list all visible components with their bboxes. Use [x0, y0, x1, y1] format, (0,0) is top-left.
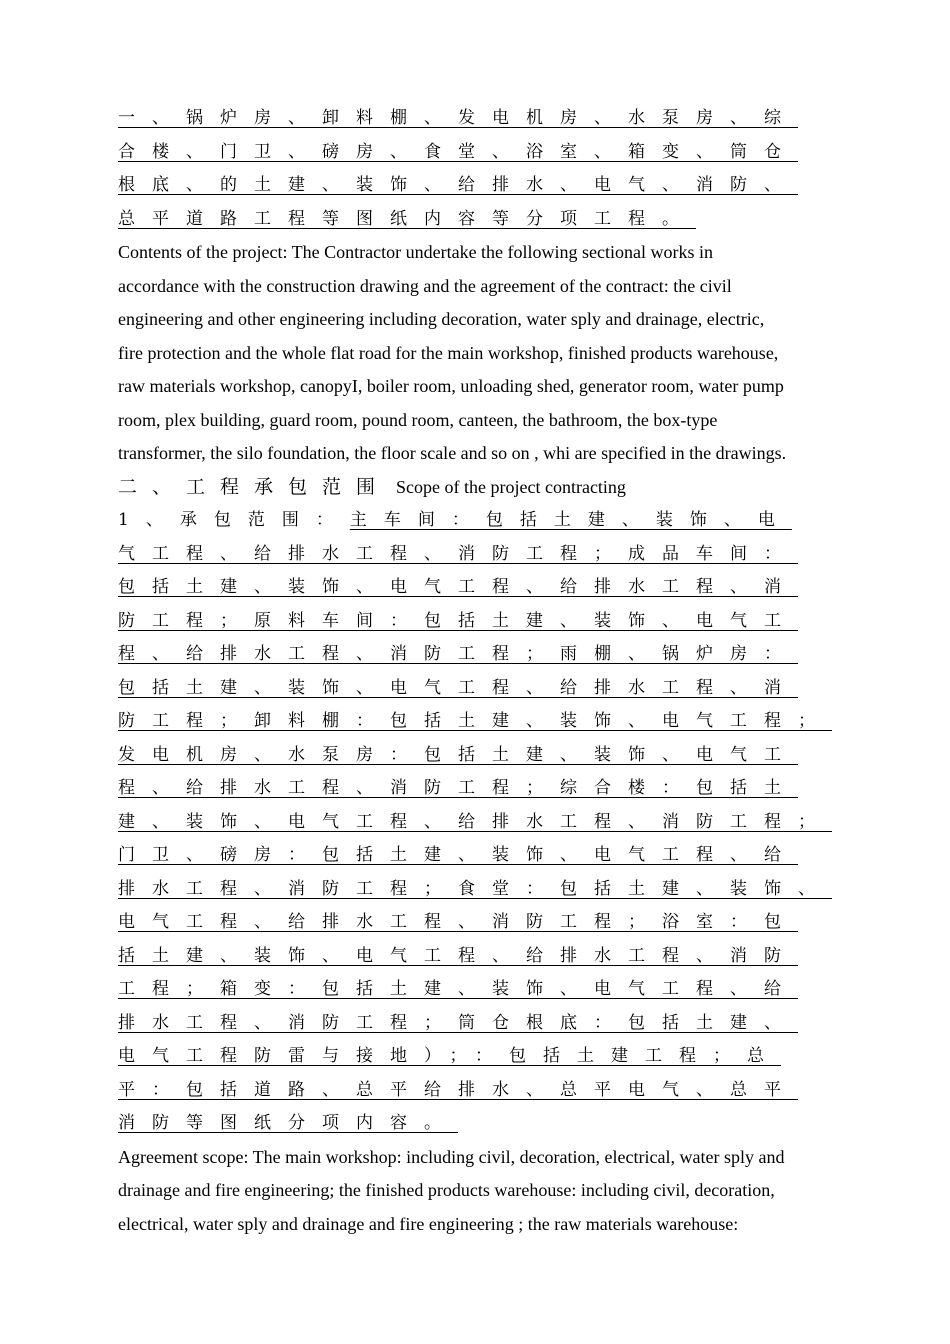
cn-line: 发电机房、水泵房：包括土建、装饰、电气工 — [118, 744, 798, 765]
section2-heading — [118, 471, 853, 505]
document-page — [118, 102, 853, 1241]
en-line: Agreement scope: The main workshop: including civil, decoration, electrical, water sply and — [118, 1146, 785, 1167]
cn-line: 电气工程防雷与接地）；：包括土建工程；总 — [118, 1046, 781, 1066]
cn-line: 合楼、门卫、磅房、食堂、浴室、箱变、筒仓 — [118, 141, 798, 162]
section2-english-block — [118, 1141, 853, 1242]
en-line: accordance with the construction drawing and the agreement of the contract: the civil — [118, 275, 732, 296]
en-line: electrical, water sply and drainage and fire engineering ; the raw materials warehouse: — [118, 1213, 739, 1234]
en-line: room, plex building, guard room, pound room, canteen, the bathroom, the box-type — [118, 409, 718, 430]
scope-item-1-line — [118, 504, 853, 538]
cn-line: 防工程；卸料棚：包括土建、装饰、电气工程； — [118, 711, 832, 731]
cn-line: 平：包括道路、总平给排水、总平电气、总平 — [118, 1079, 798, 1100]
cn-line: 排水工程、消防工程；筒仓根底：包括土建、 — [118, 1012, 798, 1033]
en-line: fire protection and the whole flat road for the main workshop, finished products warehouse, — [118, 342, 779, 363]
en-line: engineering and other engineering including decoration, water sply and drainage, electric, — [118, 309, 765, 329]
en-line: raw materials workshop, canopyI, boiler room, unloading shed, generator room, water pump — [118, 376, 784, 396]
cn-line: 气工程、给排水工程、消防工程；成品车间： — [118, 543, 798, 564]
cn-line: 消防等图纸分项内容。 — [118, 1113, 458, 1133]
cn-line: 根底、的土建、装饰、给排水、电气、消防、 — [118, 175, 798, 195]
scope-item-1-text: 主车间：包括土建、装饰、电 — [349, 510, 792, 530]
en-line: transformer, the silo foundation, the floor scale and so on , whi are specified in the drawings. — [118, 443, 787, 463]
scope-item-1-prefix: 1、承包范围： — [118, 510, 350, 530]
section2-heading-cn: 二、工程承包范围 — [118, 475, 391, 498]
cn-line: 防工程；原料车间：包括土建、装饰、电气工 — [118, 610, 798, 631]
section1-english-block — [118, 236, 853, 471]
cn-line: 包括土建、装饰、电气工程、给排水工程、消 — [118, 577, 798, 597]
section2-heading-en: Scope of the project contracting — [396, 476, 626, 497]
section2-chinese-block — [118, 504, 853, 1141]
section1-chinese-block — [118, 102, 853, 236]
en-line: drainage and fire engineering; the finished products warehouse: including civil, decoration, — [118, 1180, 775, 1200]
cn-line: 总平道路工程等图纸内容等分项工程。 — [118, 208, 696, 229]
cn-line: 电气工程、给排水工程、消防工程；浴室：包 — [118, 912, 798, 932]
cn-line: 建、装饰、电气工程、给排水工程、消防工程； — [118, 811, 832, 832]
cn-line: 排水工程、消防工程；食堂：包括土建、装饰、 — [118, 878, 832, 899]
cn-line: 括土建、装饰、电气工程、给排水工程、消防 — [118, 945, 798, 966]
cn-line: 程、给排水工程、消防工程；雨棚、锅炉房： — [118, 644, 798, 664]
cn-line: 一、锅炉房、卸料棚、发电机房、水泵房、综 — [118, 108, 798, 128]
cn-line: 程、给排水工程、消防工程；综合楼：包括土 — [118, 778, 798, 798]
cn-line: 工程；箱变：包括土建、装饰、电气工程、给 — [118, 979, 798, 999]
cn-line: 包括土建、装饰、电气工程、给排水工程、消 — [118, 677, 798, 698]
en-line: Contents of the project: The Contractor undertake the following sectional works in — [118, 242, 714, 262]
cn-line: 门卫、磅房：包括土建、装饰、电气工程、给 — [118, 845, 798, 865]
